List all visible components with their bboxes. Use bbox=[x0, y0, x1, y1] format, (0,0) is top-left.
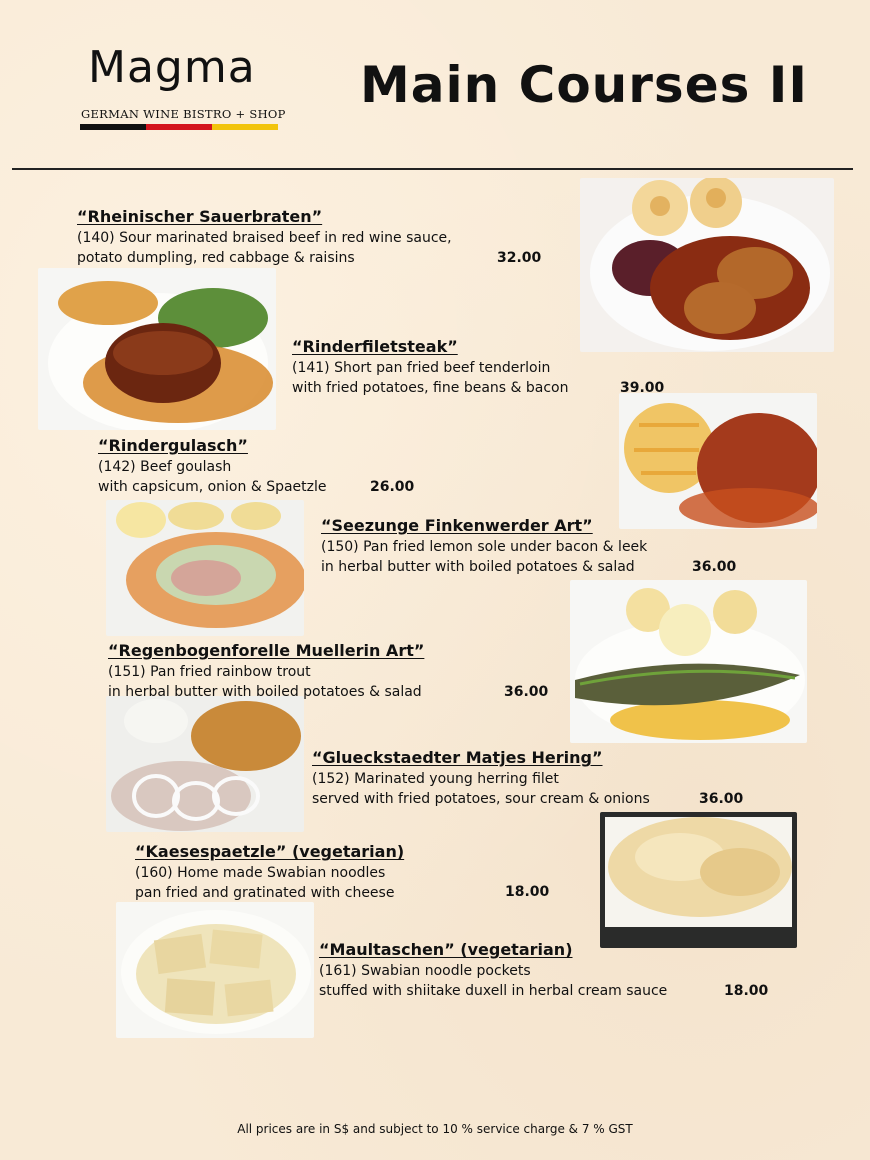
menu-item-sauerbraten bbox=[77, 206, 452, 268]
price-seezunge: 36.00 bbox=[692, 559, 737, 575]
dish-name: “Rinderfiletsteak” bbox=[292, 337, 458, 356]
rinderfiletsteak-photo bbox=[38, 268, 276, 430]
header-divider bbox=[12, 168, 853, 170]
flag-stripe bbox=[80, 124, 278, 130]
footer-note: All prices are in S$ and subject to 10 % service charge & 7 % GST bbox=[237, 1122, 633, 1136]
dish-description-line2: in herbal butter with boiled potatoes & salad bbox=[321, 559, 635, 575]
dish-description-line1: (141) Short pan fried beef tenderloin bbox=[292, 360, 551, 376]
dish-description-line1: (142) Beef goulash bbox=[98, 459, 232, 475]
price-kaesespaetzle: 18.00 bbox=[505, 884, 550, 900]
dish-description-line2: in herbal butter with boiled potatoes & salad bbox=[108, 684, 422, 700]
brand-tagline: GERMAN WINE BISTRO + SHOP bbox=[81, 107, 286, 121]
brand-logo-wordmark: Magma bbox=[88, 42, 256, 93]
dish-description-line2: stuffed with shiitake duxell in herbal cream sauce bbox=[319, 983, 668, 999]
dish-description-line2: with capsicum, onion & Spaetzle bbox=[98, 479, 327, 495]
seezunge-photo bbox=[106, 500, 304, 636]
dish-name: “Rheinischer Sauerbraten” bbox=[77, 207, 323, 226]
price-sauerbraten: 32.00 bbox=[497, 250, 542, 266]
menu-item-rinderfiletsteak bbox=[292, 336, 568, 398]
dish-description-line1: (151) Pan fried rainbow trout bbox=[108, 664, 311, 680]
dish-name: “Kaesespaetzle” (vegetarian) bbox=[135, 842, 405, 861]
menu-item-matjes-hering bbox=[312, 747, 650, 809]
page-title: Main Courses II bbox=[360, 56, 808, 114]
dish-description-line2: pan fried and gratinated with cheese bbox=[135, 885, 395, 901]
dish-description-line1: (152) Marinated young herring filet bbox=[312, 771, 559, 787]
maultaschen-photo bbox=[116, 902, 314, 1038]
dish-name: “Glueckstaedter Matjes Hering” bbox=[312, 748, 603, 767]
menu-item-regenbogenforelle bbox=[108, 640, 424, 702]
dish-name: “Seezunge Finkenwerder Art” bbox=[321, 516, 593, 535]
flag-stripe-black bbox=[80, 124, 146, 130]
dish-name: “Regenbogenforelle Muellerin Art” bbox=[108, 641, 425, 660]
dish-description-line2: with fried potatoes, fine beans & bacon bbox=[292, 380, 569, 396]
price-rinderfiletsteak: 39.00 bbox=[620, 380, 665, 396]
sauerbraten-photo bbox=[580, 178, 834, 352]
price-rindergulasch: 26.00 bbox=[370, 479, 415, 495]
rindergulasch-photo bbox=[619, 393, 817, 529]
price-matjes-hering: 36.00 bbox=[699, 791, 744, 807]
dish-description-line2: served with fried potatoes, sour cream & onions bbox=[312, 791, 650, 807]
dish-description-line1: (140) Sour marinated braised beef in red wine sauce, bbox=[77, 230, 452, 246]
flag-stripe-gold bbox=[212, 124, 278, 130]
dish-name: “Maultaschen” (vegetarian) bbox=[319, 940, 573, 959]
kaesespaetzle-photo bbox=[600, 812, 797, 948]
dish-description-line1: (161) Swabian noodle pockets bbox=[319, 963, 531, 979]
menu-item-seezunge bbox=[321, 515, 647, 577]
price-regenbogenforelle: 36.00 bbox=[504, 684, 549, 700]
matjes-hering-photo bbox=[106, 696, 304, 832]
dish-description-line1: (160) Home made Swabian noodles bbox=[135, 865, 386, 881]
flag-stripe-red bbox=[146, 124, 212, 130]
regenbogenforelle-photo bbox=[570, 580, 807, 743]
dish-description-line1: (150) Pan fried lemon sole under bacon & leek bbox=[321, 539, 648, 555]
menu-item-maultaschen bbox=[319, 939, 667, 1001]
dish-description-line2: potato dumpling, red cabbage & raisins bbox=[77, 250, 355, 266]
menu-item-rindergulasch bbox=[98, 435, 327, 497]
menu-item-kaesespaetzle bbox=[135, 841, 404, 903]
dish-name: “Rindergulasch” bbox=[98, 436, 248, 455]
price-maultaschen: 18.00 bbox=[724, 983, 769, 999]
